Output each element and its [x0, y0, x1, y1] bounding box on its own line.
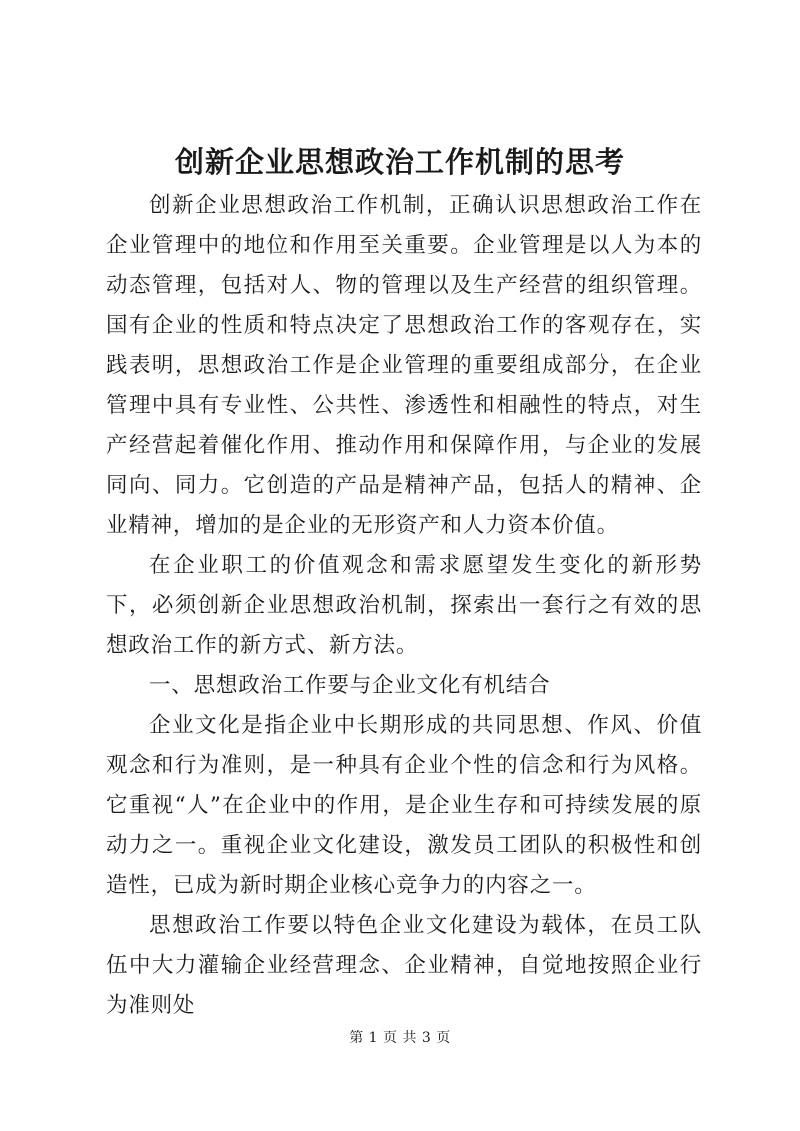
paragraph-new-situation: 在企业职工的价值观念和需求愿望发生变化的新形势下，必须创新企业思想政治机制，探索出一套行之有效的思想政治工作的新方式、新方法。 — [106, 553, 702, 658]
page-footer: 第 1 页 共 3 页 — [349, 1030, 451, 1046]
paragraph-carrier: 思想政治工作要以特色企业文化建设为载体，在员工队伍中大力灌输企业经营理念、企业精神，自觉地按照企业行为准则处 — [106, 913, 702, 1018]
section-heading-1: 一、思想政治工作要与企业文化有机结合 — [149, 673, 551, 698]
paragraph-intro: 创新企业思想政治工作机制，正确认识思想政治工作在企业管理中的地位和作用至关重要。企业管理是以人为本的动态管理，包括对人、物的管理以及生产经营的组织管理。国有企业的性质和特点决定了思想政治工作的客观存在，实践表明，思想政治工作是企业管理的重要组成部分，在企业管理中具有专业性、公共性、渗透性和相融性的特点，对生产经营起着催化作用、推动作用和保障作用，与企业的发展同向、同力。它创造的产品是精神产品，包括人的精神、企业精神，增加的是企业的无形资产和人力资本价值。 — [106, 193, 702, 538]
document-title: 创新企业思想政治工作机制的思考 — [174, 145, 625, 179]
paragraph-enterprise-culture: 企业文化是指企业中长期形成的共同思想、作风、价值观念和行为准则，是一种具有企业个性的信念和行为风格。它重视“人”在企业中的作用，是企业生存和可持续发展的原动力之一。重视企业文化建设，激发员工团队的积极性和创造性，已成为新时期企业核心竞争力的内容之一。 — [106, 713, 702, 898]
document-body — [106, 186, 702, 1026]
